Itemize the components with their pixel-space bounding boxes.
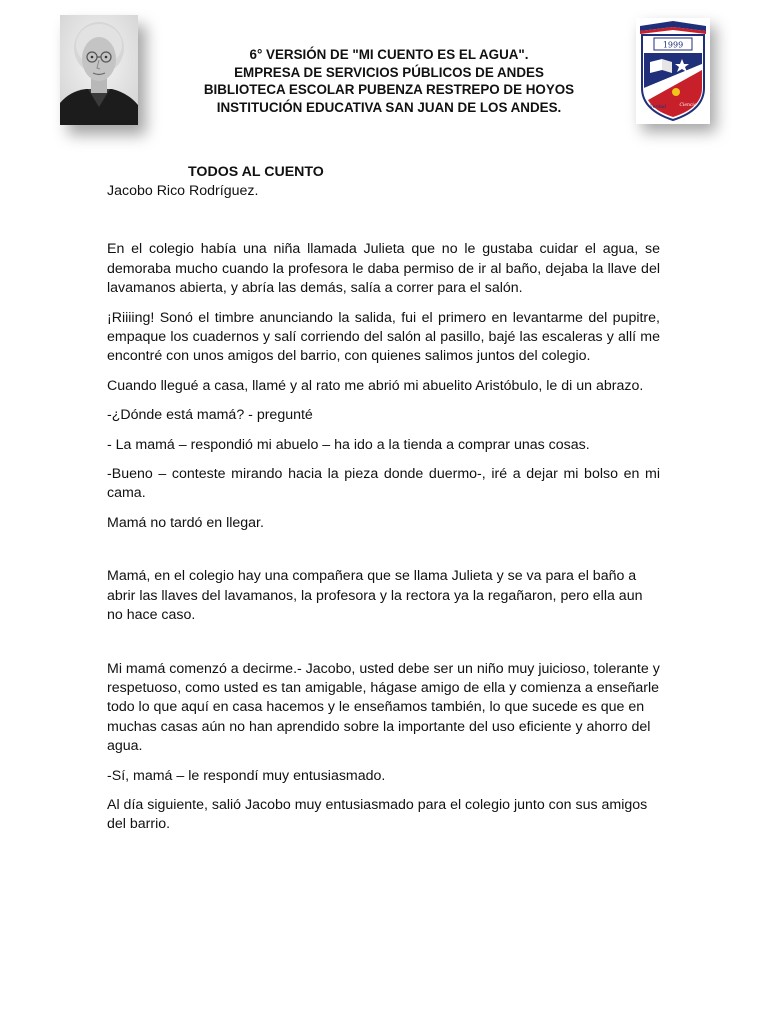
paragraph-6: -Bueno – conteste mirando hacia la pieza donde duermo-, iré a dejar mi bolso en mi cama. [107, 466, 660, 502]
paragraph-4: -¿Dónde está mamá? - pregunté [107, 407, 313, 424]
crest-motto-right: Ciencia [679, 103, 697, 108]
document-header [160, 46, 618, 116]
portrait-illustration [60, 15, 138, 125]
school-crest [636, 18, 710, 124]
story-author: Jacobo Rico Rodríguez. [107, 183, 259, 199]
header-line-3: BIBLIOTECA ESCOLAR PUBENZA RESTREPO DE HOYOS [203, 82, 575, 98]
header-line-2: EMPRESA DE SERVICIOS PÚBLICOS DE ANDES [234, 64, 544, 80]
paragraph-1: En el colegio había una niña llamada Julieta que no le gustaba cuidar el agua, se demoraba mucho cuando la profesora le daba permiso de ir al baño, dejaba la llave del lavamanos abierta, y abría las demás, salía a correr para el salón. [107, 241, 660, 297]
paragraph-8: Mamá, en el colegio hay una compañera que se llama Julieta y se va para el baño a abrir las llaves del lavamanos, la profesora y la rectora ya la regañaron, pero ella aun no hace caso. [107, 568, 643, 624]
paragraph-5: - La mamá – respondió mi abuelo – ha ido a la tienda a comprar unas cosas. [107, 436, 590, 453]
story-body [107, 163, 660, 835]
paragraph-2: ¡Riiiing! Sonó el timbre anunciando la salida, fui el primero en levantarme del pupitre, empaque los cuadernos y salí corriendo del salón al pasillo, bajé las escaleras y allí me encontré con unos amigos del barrio, con quienes salimos juntos del colegio. [107, 309, 660, 365]
paragraph-3: Cuando llegué a casa, llamé y al rato me abrió mi abuelito Aristóbulo, le di un abrazo. [107, 377, 644, 394]
paragraph-10: -Sí, mamá – le respondí muy entusiasmado. [107, 767, 386, 784]
paragraph-9: Mi mamá comenzó a decirme.- Jacobo, usted debe ser un niño muy juicioso, tolerante y respetuoso, como usted es tan amigable, hágase amigo de ella y comienza a enseñarle todo lo que aquí en casa hacemos y le enseñamos también, lo que sucede es que en muchas casas aún no han aprendido sobre la importante del uso eficiente y ahorro del agua. [107, 660, 660, 755]
paragraph-7: Mamá no tardó en llegar. [107, 514, 264, 531]
header-line-4: INSTITUCIÓN EDUCATIVA SAN JUAN DE LOS ANDES. [216, 99, 562, 115]
crest-year: 1999 [662, 40, 684, 50]
crest-motto-left: Verdad [649, 105, 667, 110]
story-title: TODOS AL CUENTO [188, 164, 324, 180]
crest-shield-icon [636, 18, 710, 124]
portrait-photo [60, 15, 138, 125]
header-line-1: 6° VERSIÓN DE "MI CUENTO ES EL AGUA". [249, 47, 529, 62]
paragraph-11: Al día siguiente, salió Jacobo muy entusiasmado para el colegio junto con sus amigos del barrio. [107, 796, 648, 833]
